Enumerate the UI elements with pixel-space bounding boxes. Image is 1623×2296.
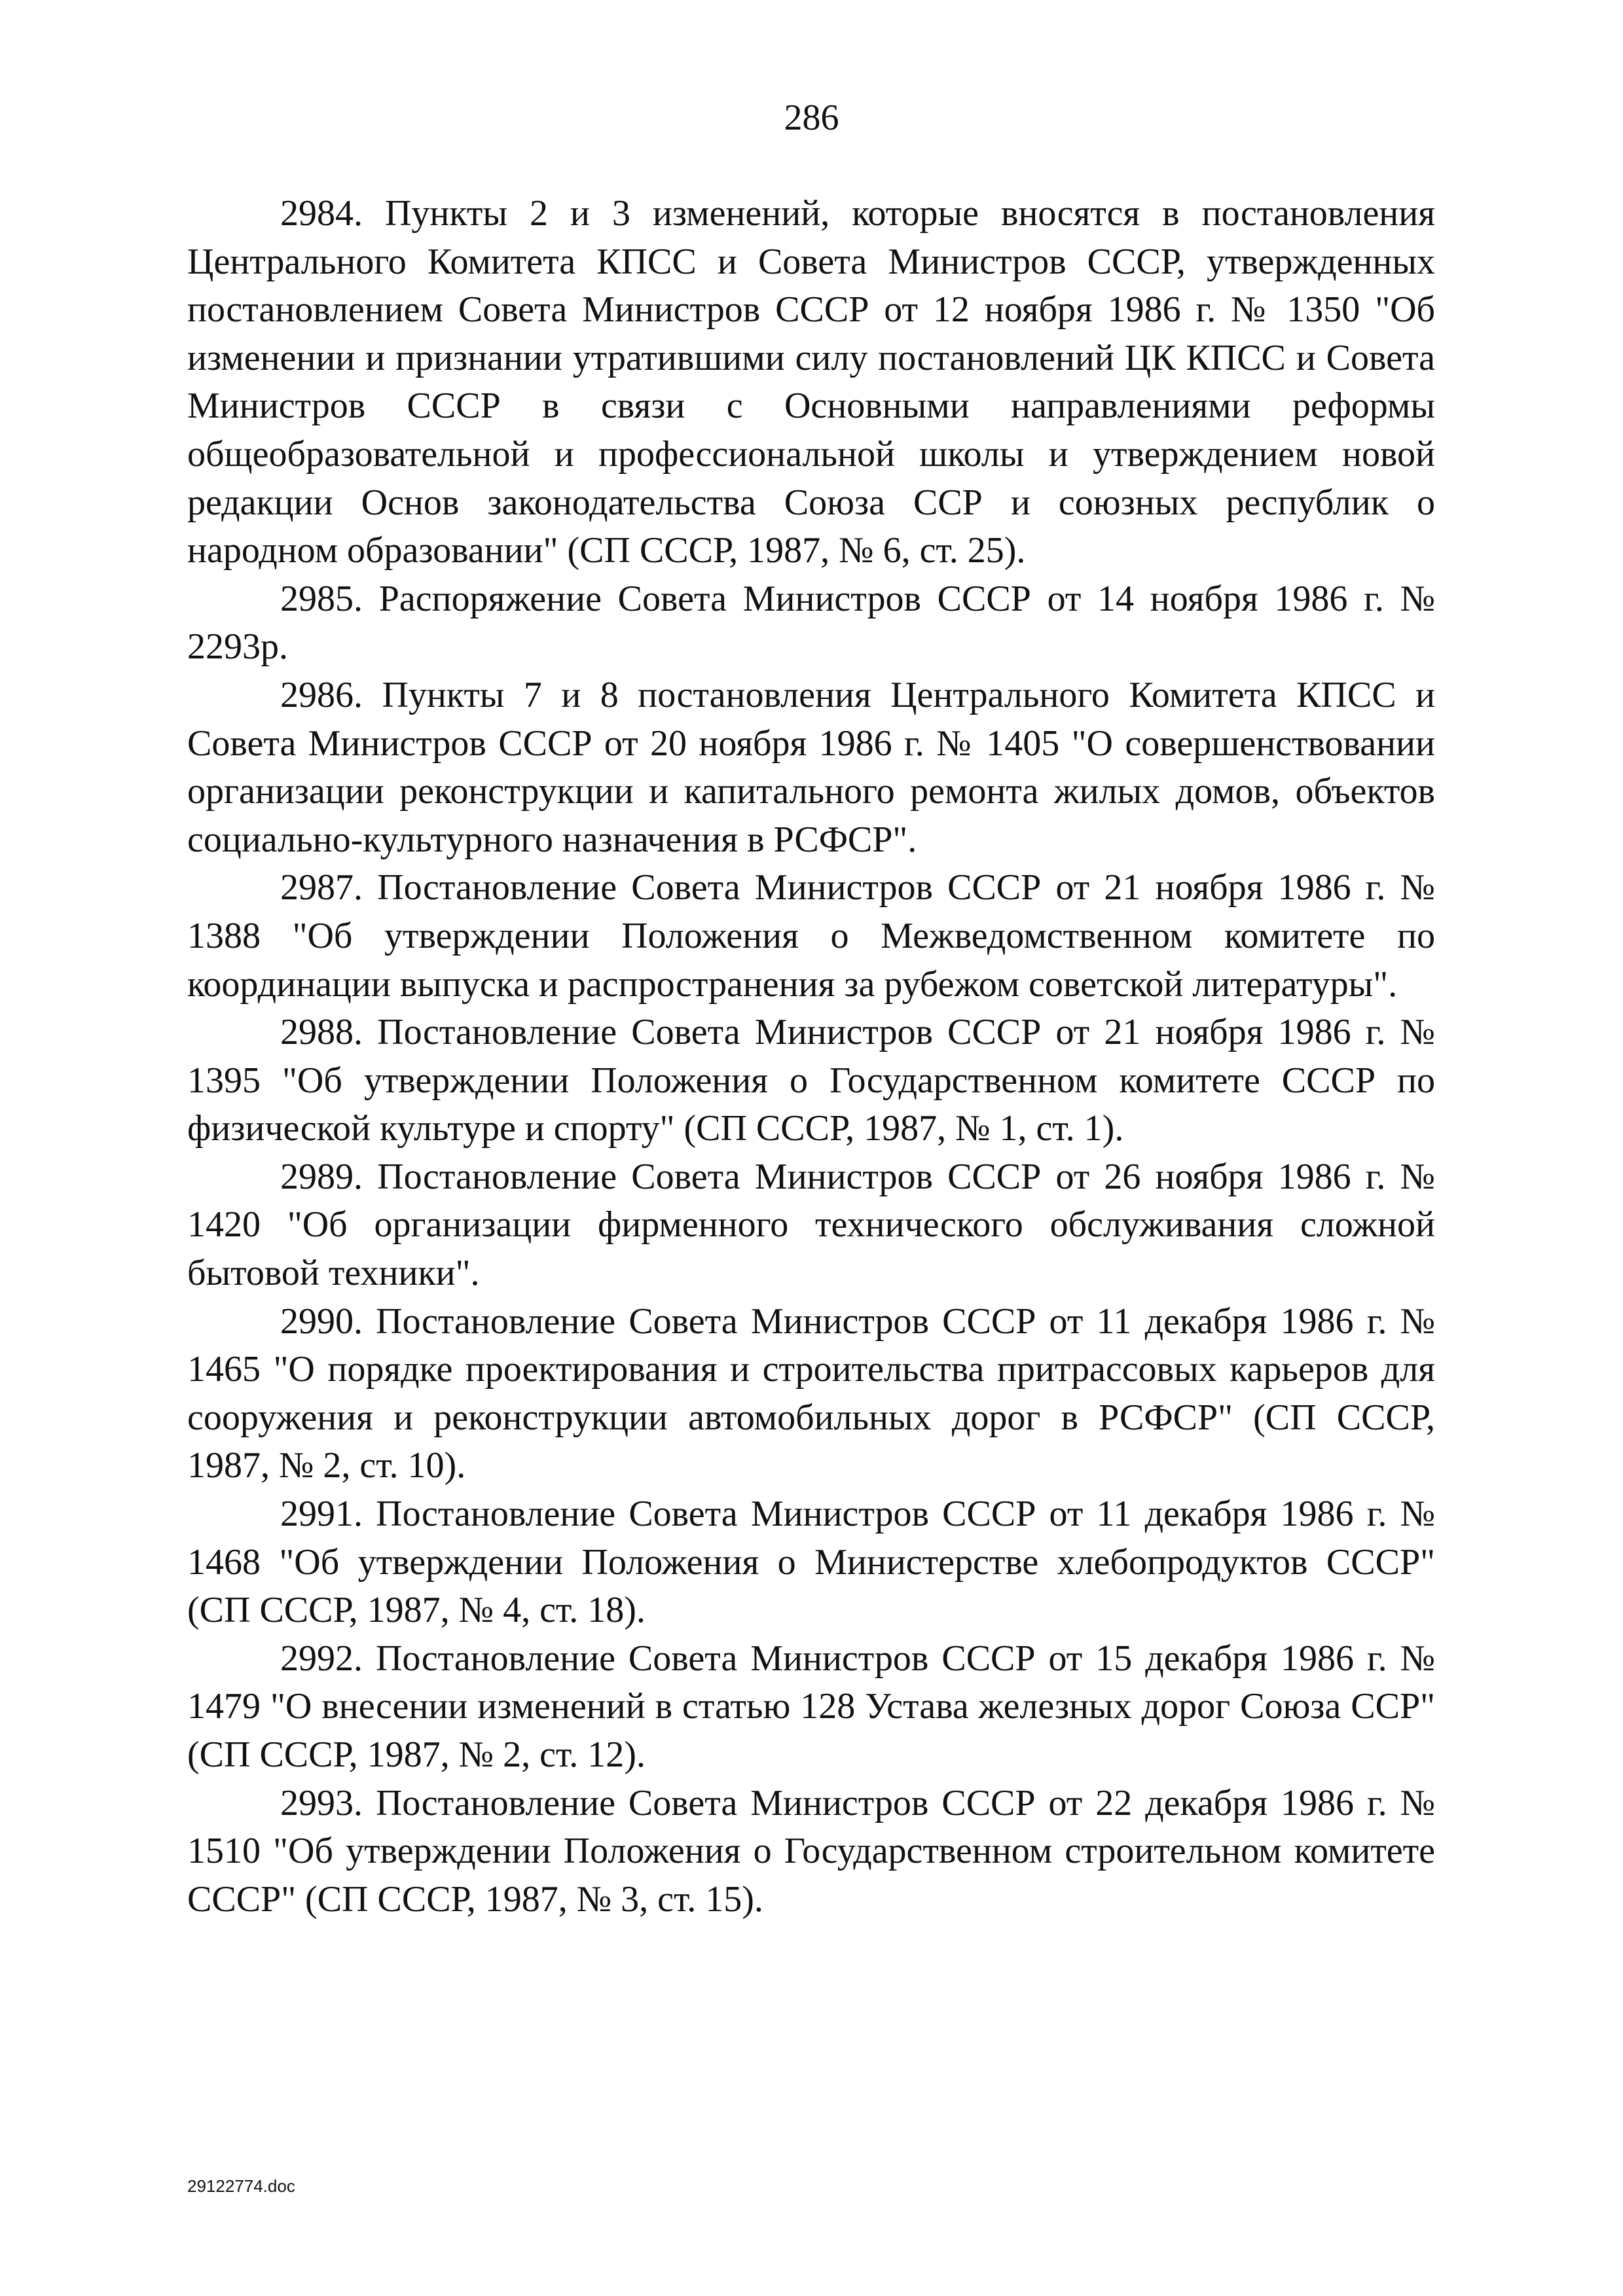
document-body bbox=[187, 190, 1435, 1924]
list-item-2984: 2984. Пункты 2 и 3 изменений, которые вносятся в постановления Центрального Комитета КПСС и Совета Министров СССР, утвержденных постановлением Совета Министров СССР от 12 ноября 1986 г. № 1350 "Об изменении и признании утратившими силу постановлений ЦК КПСС и Совета Министров СССР в связи с Основными направлениями реформы общеобразовательной и профессиональной школы и утверждением новой редакции Основ законодательства Союза ССР и союзных республик о народном образовании" (СП СССР, 1987, № 6, ст. 25). bbox=[187, 193, 1435, 571]
list-item-2986: 2986. Пункты 7 и 8 постановления Центрального Комитета КПСС и Совета Министров СССР от 20 ноября 1986 г. № 1405 "О совершенствовании организации реконструкции и капитального ремонта жилых домов, объектов социально-культурного назначения в РСФСР". bbox=[187, 674, 1435, 860]
list-item-2993: 2993. Постановление Совета Министров СССР от 22 декабря 1986 г. № 1510 "Об утверждении Положения о Государственном строительном комитете СССР" (СП СССР, 1987, № 3, ст. 15). bbox=[187, 1782, 1435, 1920]
list-item-2992: 2992. Постановление Совета Министров СССР от 15 декабря 1986 г. № 1479 "О внесении изменений в статью 128 Устава железных дорог Союза ССР" (СП СССР, 1987, № 2, ст. 12). bbox=[187, 1638, 1435, 1775]
page-number: 286 bbox=[784, 98, 839, 138]
list-item-2988: 2988. Постановление Совета Министров СССР от 21 ноября 1986 г. № 1395 "Об утверждении Положения о Государственном комитете СССР по физической культуре и спорту" (СП СССР, 1987, № 1, ст. 1). bbox=[187, 1012, 1435, 1149]
footer-filename: 29122774.doc bbox=[187, 2176, 295, 2196]
list-item-2991: 2991. Постановление Совета Министров СССР от 11 декабря 1986 г. № 1468 "Об утверждении Положения о Министерстве хлебопродуктов СССР" (СП СССР, 1987, № 4, ст. 18). bbox=[187, 1494, 1435, 1631]
list-item-2987: 2987. Постановление Совета Министров СССР от 21 ноября 1986 г. № 1388 "Об утверждении Положения о Межведомственном комитете по координации выпуска и распространения за рубежом советской литературы". bbox=[187, 867, 1435, 1005]
list-item-2989: 2989. Постановление Совета Министров СССР от 26 ноября 1986 г. № 1420 "Об организации фирменного технического обслуживания сложной бытовой техники". bbox=[187, 1156, 1435, 1294]
list-item-2990: 2990. Постановление Совета Министров СССР от 11 декабря 1986 г. № 1465 "О порядке проектирования и строительства притрассовых карьеров для сооружения и реконструкции автомобильных дорог в РСФСР" (СП СССР, 1987, № 2, ст. 10). bbox=[187, 1300, 1435, 1486]
list-item-2985: 2985. Распоряжение Совета Министров СССР от 14 ноября 1986 г. № 2293р. bbox=[187, 578, 1435, 668]
